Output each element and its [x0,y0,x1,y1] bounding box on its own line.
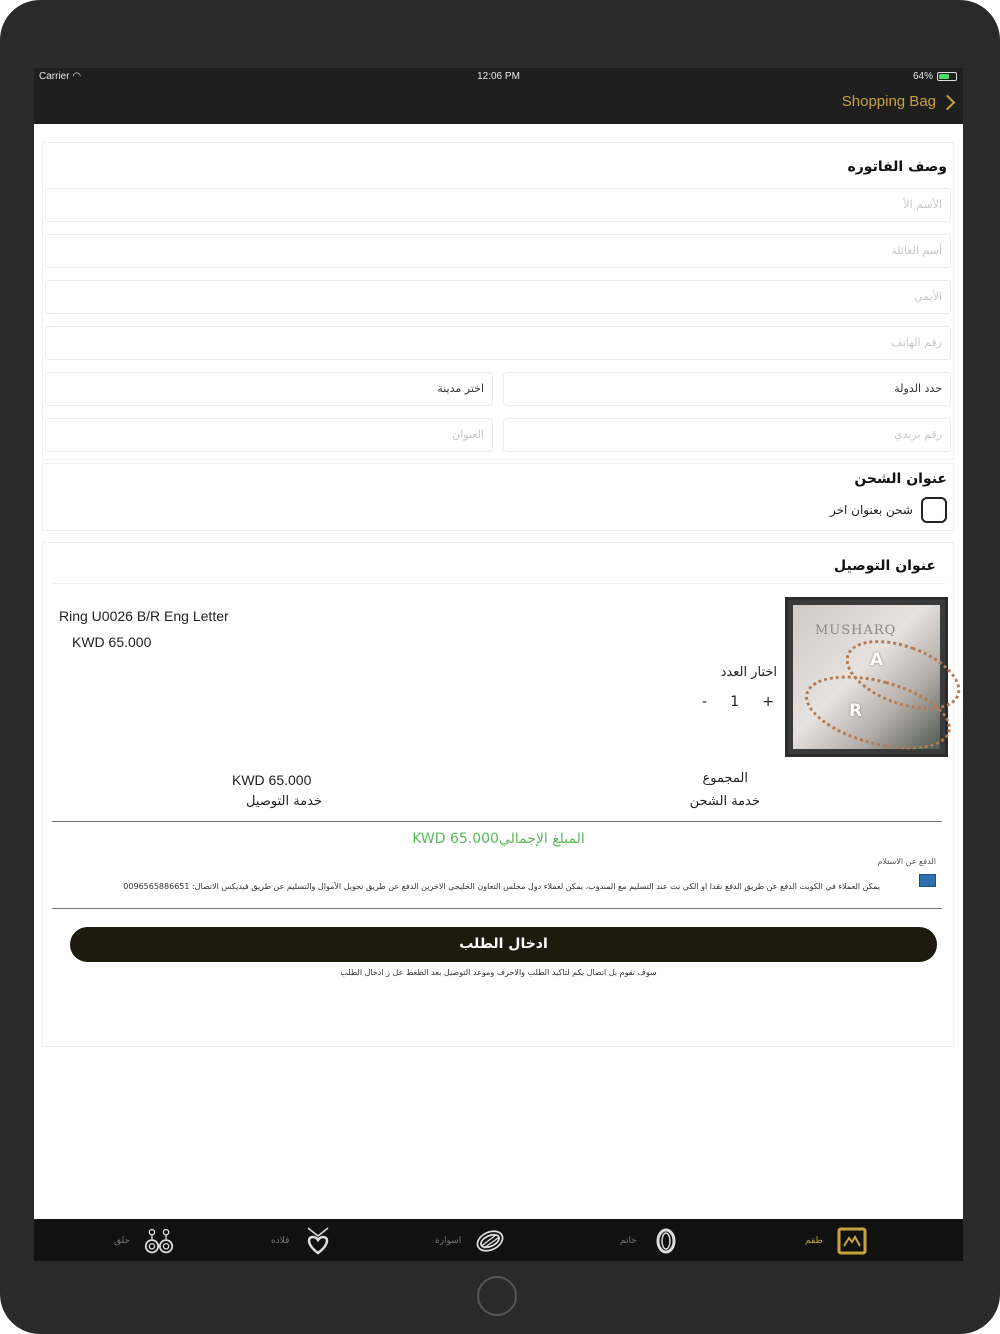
tab-jewelry-set[interactable] [805,1225,867,1257]
family-name-field[interactable]: أسم العائلة [45,234,951,268]
phone-field[interactable]: رقم الهاتف [45,326,951,360]
battery-percent: 64% [912,71,933,82]
shipping-title: عنوان الشحن [854,471,947,487]
app-screen [34,68,963,1261]
country-select[interactable]: حدد الدولة [503,372,951,406]
wifi-icon: ◠ [72,71,82,82]
quantity-stepper[interactable] [702,692,774,712]
battery-indicator [913,71,957,82]
delivery-title: عنوان التوصيل [834,558,936,574]
totals-divider [52,821,942,822]
quantity-increase-button[interactable]: + [762,694,774,710]
clock: 12:06 PM [477,71,520,82]
tab-bracelet[interactable] [435,1225,505,1257]
ring-photo [793,605,940,749]
bracelet-icon [475,1226,505,1256]
payment-heading: الدفع عن الاستلام [877,857,936,866]
tab-label: حلق [114,1236,131,1246]
payment-divider [52,908,942,909]
quantity-label: اختار العدد [720,665,777,680]
tab-label: طقم [805,1236,823,1246]
chevron-right-icon [940,94,956,110]
quantity-decrease-button[interactable]: - [702,694,708,710]
tab-ring[interactable] [620,1225,681,1257]
letter-r-charm: R [849,701,863,721]
subtotal-label: المجموع [702,771,748,786]
jewelry-set-icon [837,1226,867,1256]
payment-note: يمكن العملاء في الكويت الدفع عن طريق الدفع نقدا او الكي نت عند التسليم مع المندوب، يمكن لعملاء دول مجلس التعاون الخليجي الاخرين الدفع عن طريق تحويل الأموال والتسليم عن طريق فيديكس الاتصال: 0096565886651 [123,882,880,891]
first-name-field[interactable]: الأسم الأ [45,188,951,222]
city-select[interactable]: اختر مدينة [45,372,493,406]
product-image[interactable] [785,597,948,757]
quantity-value: 1 [730,694,740,710]
product-price: KWD 65.000 [72,634,152,650]
carrier-label: Carrier ◠ [39,71,82,82]
battery-fill [939,74,949,79]
other-address-checkbox[interactable] [921,497,947,523]
status-bar [34,68,963,86]
knet-icon [919,874,936,887]
subtotal-value: KWD 65.000 [232,772,312,788]
billing-title: وصف الفاتوره [847,159,947,175]
photo-brand-text: MUSHARQ [815,623,897,638]
back-label: Shopping Bag [841,93,936,110]
address-field[interactable]: العنوان [45,418,493,452]
tab-label: خاتم [620,1236,637,1246]
tab-label: قلاده [271,1236,290,1246]
tab-necklace[interactable] [271,1225,333,1257]
title-separator [51,583,945,584]
submit-note: سوف نقوم بل اتصال بكم لتاكيد الطلب والاحرف وموعد التوصيل بعد الظغط عل ز ادخال الطلب [340,968,657,977]
product-name: Ring U0026 B/R Eng Letter [59,608,229,624]
earrings-icon [144,1226,174,1256]
shipping-card [42,463,954,531]
tab-bar [34,1219,963,1261]
battery-icon [937,72,957,81]
grand-total: KWD 65.000المبلغ الإجمالي [412,831,585,847]
email-field[interactable]: الأيمي [45,280,951,314]
tab-label: اسوارة [435,1236,462,1246]
shopping-bag-back-button[interactable] [842,93,953,110]
submit-order-button[interactable]: ادخال الطلب [70,927,937,962]
home-button[interactable] [477,1276,517,1316]
ring-icon [651,1226,681,1256]
heart-necklace-icon [303,1226,333,1256]
navigation-bar [34,86,963,124]
other-address-label: شحن بعنوان اخر [829,503,913,517]
delivery-service-label: خدمة التوصيل [246,794,322,809]
shipping-service-label: خدمة الشحن [689,794,760,809]
postal-code-field[interactable]: رقم بريدي [503,418,951,452]
letter-a-charm: A [870,650,884,670]
tab-earrings[interactable] [114,1225,174,1257]
